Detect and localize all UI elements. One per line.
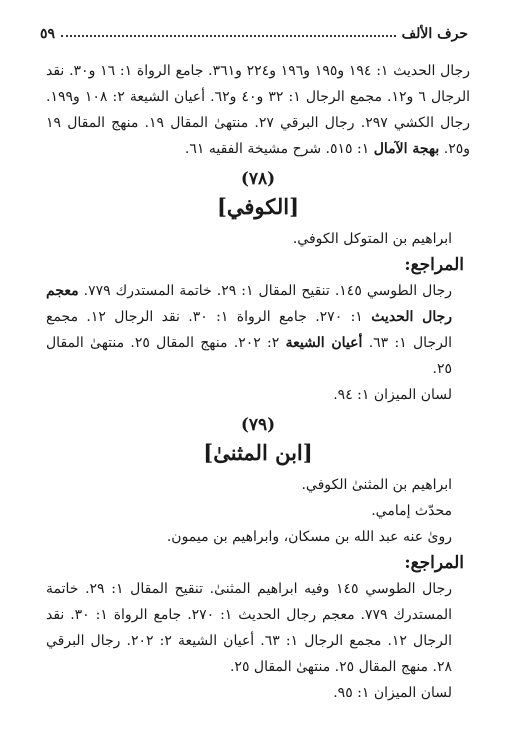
references-heading: المراجع: bbox=[404, 255, 464, 275]
entry-title: [ابن المثنىٰ] bbox=[203, 440, 313, 465]
bold-ref: أعيان الشيعة bbox=[285, 335, 363, 351]
entry-text: ابراهيم بن المتوكل الكوفي. bbox=[292, 231, 452, 247]
entry-text: محدّث إمامي. bbox=[371, 503, 452, 519]
entry-number: (٧٩) bbox=[240, 415, 276, 435]
references-text: رجال الطوسي ١٤٥. تنقيح المقال ١: ٢٩. خاتمة المستدرك ٧٧٩. معجم رجال الحديث ١: ٢٧٠. جامع الرواة ١: ٣٠. نقد الرجال ١٢. مجمع الرجال ١: ٦٣. أعيان الشيعة ٢: ٢٠٢. منهج المقال ٢٥. منتهىٰ المقال ٢٥. bbox=[46, 283, 453, 377]
entry-text: ابراهيم بن المثنىٰ الكوفي. bbox=[301, 477, 452, 493]
references-text: لسان الميزان ١: ٩٥. bbox=[333, 685, 452, 701]
references-text: لسان الميزان ١: ٩٤. bbox=[333, 387, 452, 403]
page-number: ٥٩ bbox=[40, 26, 56, 42]
entry-number: (٧٨) bbox=[240, 169, 276, 189]
page-content bbox=[46, 58, 470, 706]
leader-dots bbox=[61, 35, 396, 37]
entry-title: [الكوفي] bbox=[216, 194, 300, 219]
section-title: حرف الألف bbox=[401, 26, 468, 42]
entry-text: روىٰ عنه عبد الله بن مسكان، وابراهيم بن ميمون. bbox=[166, 529, 452, 545]
references-heading: المراجع: bbox=[404, 553, 464, 573]
running-header bbox=[40, 20, 468, 42]
references-text: رجال الطوسي ١٤٥ وفيه ابراهيم المثنىٰ. تنقيح المقال ١: ٢٩. خاتمة المستدرك ٧٧٩. معجم رجال الحديث ١: ٢٧٠. جامع الرواة ١: ٣٠. نقد الرجال ١٢. مجمع الرجال ١: ٦٣. أعيان الشيعة ٢: ٢٠٢. رجال البرقي ٢٨. منهج المقال ٢٥. منتهىٰ المقال ٢٥. bbox=[46, 581, 453, 675]
bold-ref: بهجة الآمال bbox=[373, 141, 440, 157]
top-references: رجال الحديث ١: ١٩٤ و١٩٥ و١٩٦ و٢٢٤ و٣٦١. جامع الرواة ١: ١٦ و٣٠. نقد الرجال ٦ و١٢. مجمع الرجال ١: ٣٢ و٤٠ و٦٢. أعيان الشيعة ٢: ١٠٨ و١٩٩. رجال الكشي ٢٩٧. رجال البرقي ٢٧. منتهىٰ المقال ١٩. منهج المقال ١٩ و٢٥. بهجة الآمال ١: ٥١٥. شرح مشيخة الفقيه ٦١. bbox=[46, 63, 470, 157]
bold-ref: معجم رجال الحديث bbox=[46, 283, 453, 325]
